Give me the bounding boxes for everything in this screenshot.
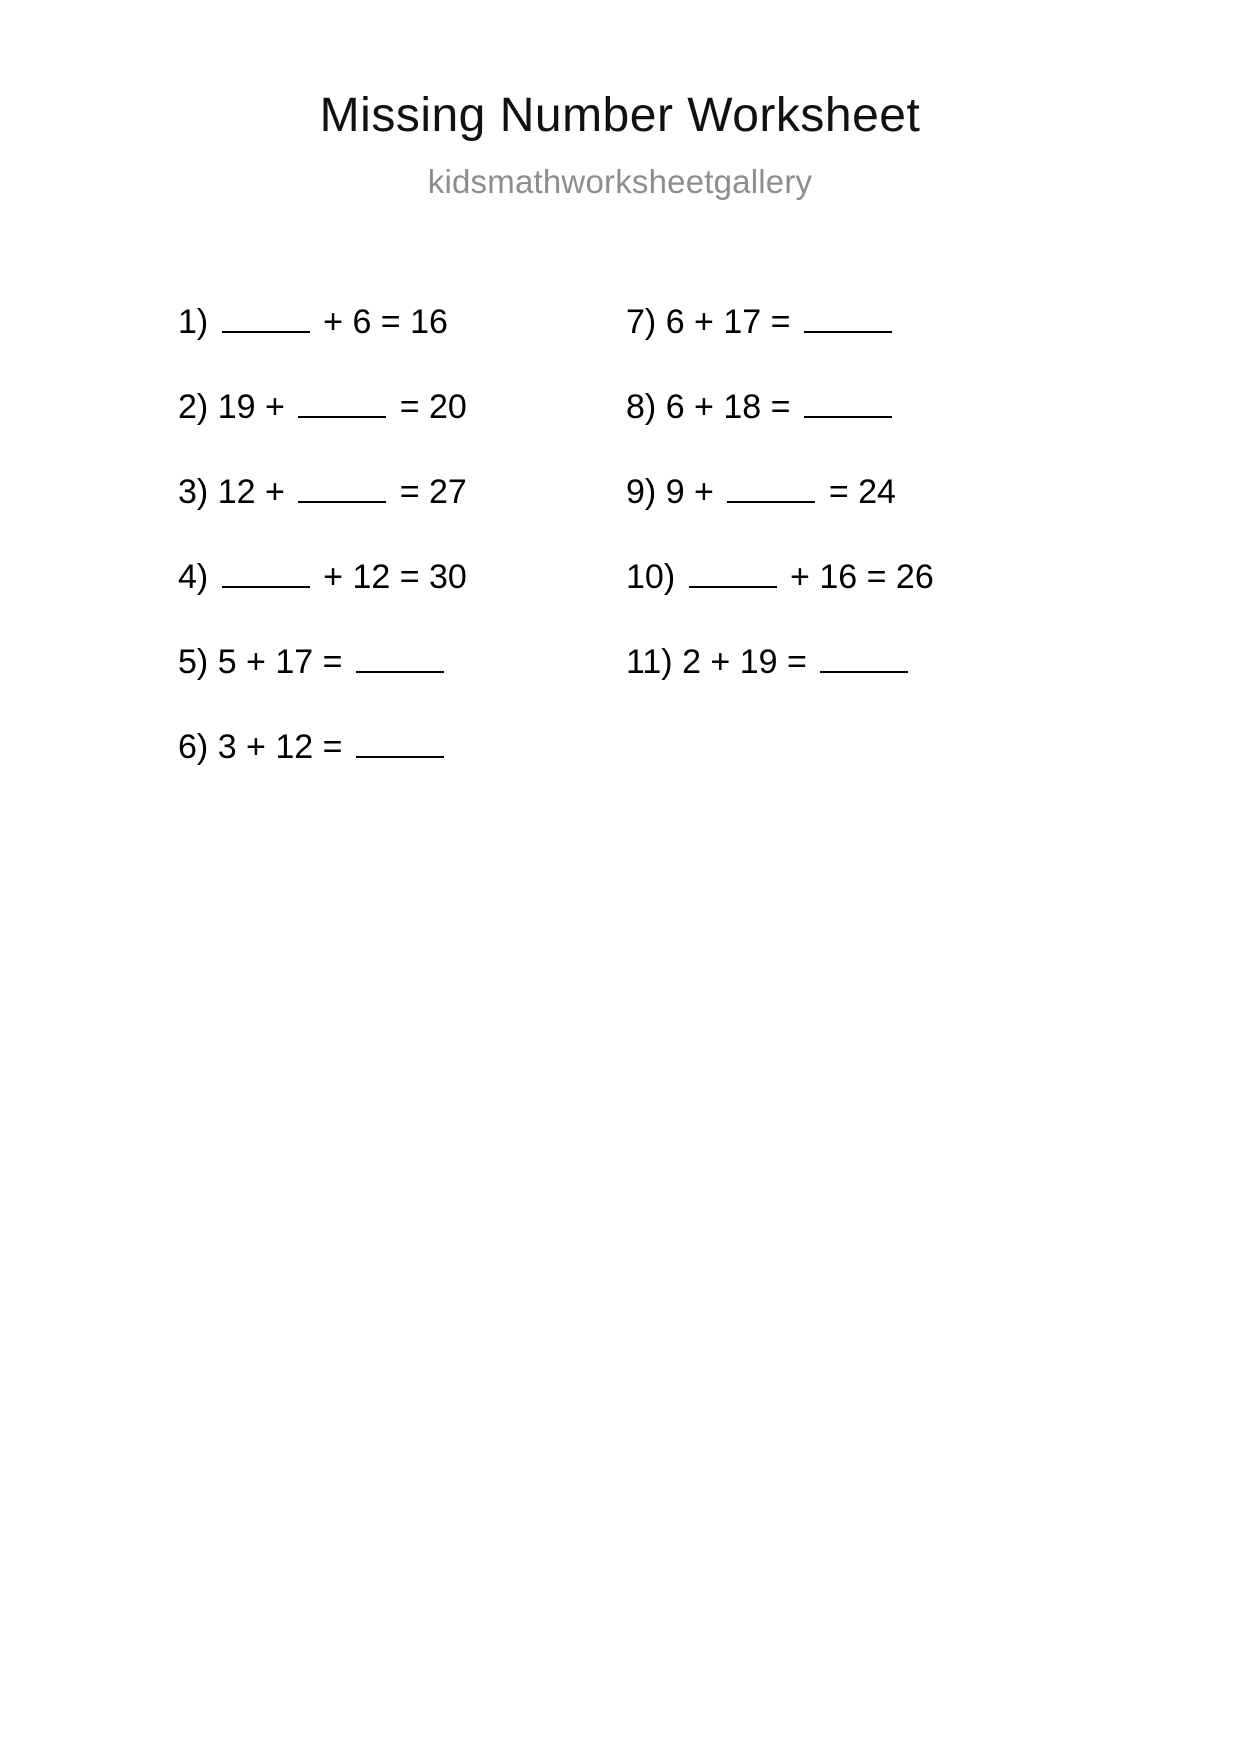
problem-item <box>626 645 1056 730</box>
problem-item <box>178 730 598 815</box>
problem-item <box>178 560 598 645</box>
problem-number: 10) <box>626 558 676 596</box>
problem-expression: = 24 <box>828 473 896 511</box>
problem-item <box>178 305 598 390</box>
page-title: Missing Number Worksheet <box>319 89 921 142</box>
problem-expression: + 6 = 16 <box>323 303 448 341</box>
problem-expression-pre: 5 + 17 = <box>217 643 343 681</box>
problem-expression-pre: 12 + <box>217 473 285 511</box>
problem-number: 3) <box>178 473 209 511</box>
answer-blank[interactable] <box>356 645 444 673</box>
problem-item <box>178 645 598 730</box>
problem-expression-pre: 19 + <box>217 388 285 426</box>
problem-column-left <box>178 305 598 815</box>
answer-blank[interactable] <box>222 305 310 333</box>
problem-number: 9) <box>626 473 657 511</box>
answer-blank[interactable] <box>804 305 892 333</box>
answer-blank[interactable] <box>689 560 777 588</box>
problem-expression: + 12 = 30 <box>323 558 467 596</box>
problem-item <box>626 475 1056 560</box>
problem-expression: = 27 <box>399 473 467 511</box>
problem-item <box>178 390 598 475</box>
problem-column-right <box>626 305 1056 730</box>
problem-number: 5) <box>178 643 209 681</box>
problem-item <box>178 475 598 560</box>
answer-blank[interactable] <box>804 390 892 418</box>
problem-expression: + 16 = 26 <box>790 558 934 596</box>
problem-expression: = 20 <box>399 388 467 426</box>
problem-number: 7) <box>626 303 657 341</box>
problem-number: 11) <box>626 643 673 681</box>
answer-blank[interactable] <box>222 560 310 588</box>
problem-item <box>626 390 1056 475</box>
problem-expression-pre: 6 + 17 = <box>665 303 791 341</box>
answer-blank[interactable] <box>820 645 908 673</box>
page-subtitle: kidsmathworksheetgallery <box>427 163 813 200</box>
problem-expression-pre: 3 + 12 = <box>217 728 343 766</box>
answer-blank[interactable] <box>356 730 444 758</box>
problem-number: 8) <box>626 388 657 426</box>
problem-expression-pre: 9 + <box>665 473 714 511</box>
problem-expression-pre: 2 + 19 = <box>682 643 807 681</box>
problem-number: 1) <box>178 303 209 341</box>
answer-blank[interactable] <box>727 475 815 503</box>
answer-blank[interactable] <box>298 390 386 418</box>
answer-blank[interactable] <box>298 475 386 503</box>
problem-number: 6) <box>178 728 209 766</box>
problem-expression-pre: 6 + 18 = <box>665 388 791 426</box>
problem-item <box>626 560 1056 645</box>
problem-number: 2) <box>178 388 209 426</box>
problem-item <box>626 305 1056 390</box>
problem-number: 4) <box>178 558 209 596</box>
